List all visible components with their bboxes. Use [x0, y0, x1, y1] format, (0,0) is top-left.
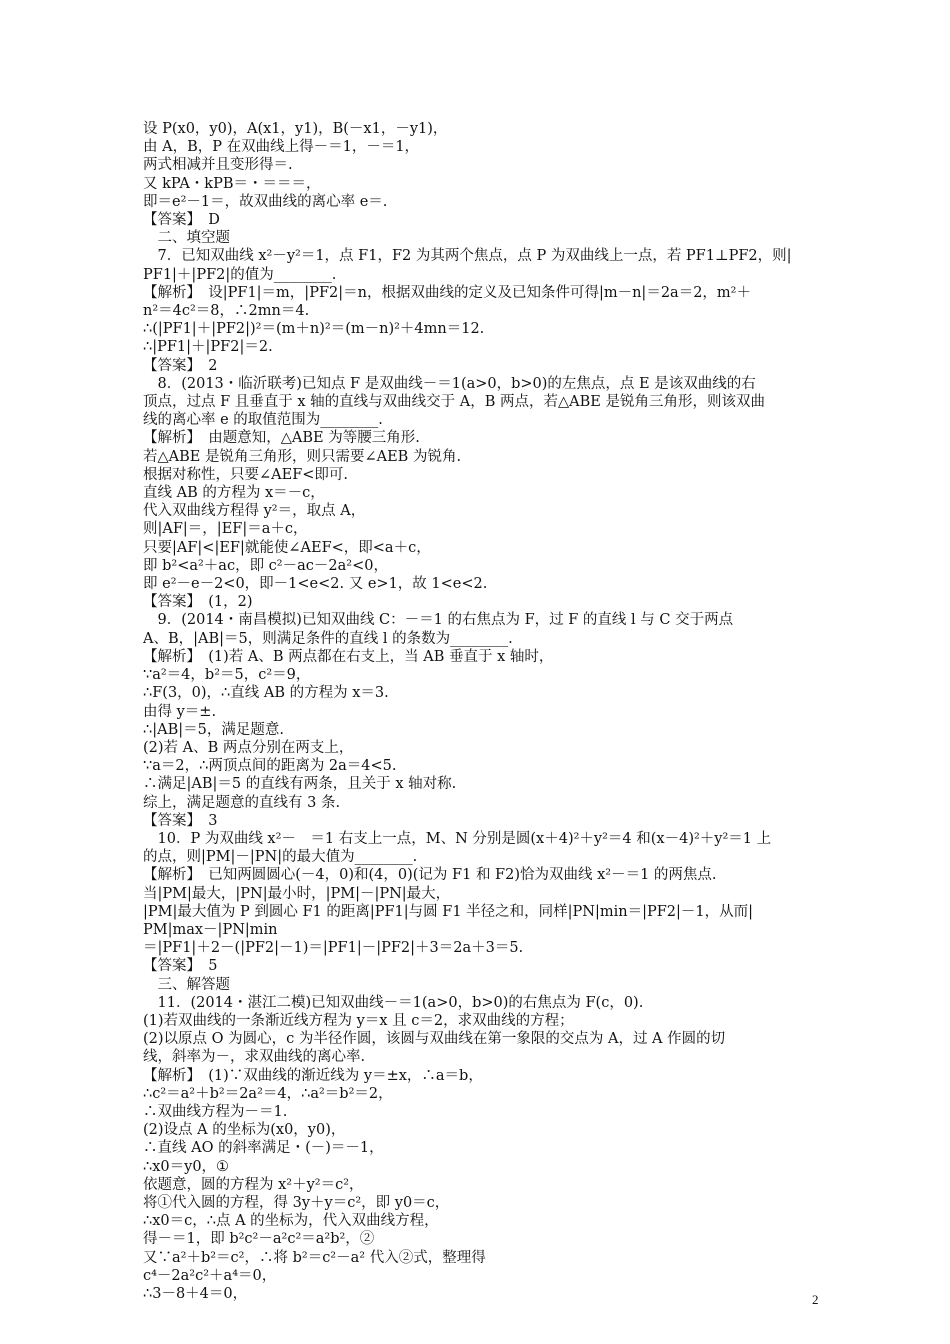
text-line: 只要|AF|<|EF|就能使∠AEF<，即<a＋c， [143, 539, 431, 556]
text-line: A、B，|AB|＝5，则满足条件的直线 l 的条数为________. [143, 630, 513, 647]
text-line: 由得 y＝±. [143, 703, 217, 720]
text-line: 直线 AB 的方程为 x＝－c， [143, 485, 325, 502]
text-line: 三、解答题 [143, 976, 230, 993]
text-line: 当|PM|最大，|PN|最小时，|PM|－|PN|最大， [143, 885, 451, 902]
text-line: 7．已知双曲线 x²－y²＝1，点 F1，F2 为其两个焦点，点 P 为双曲线上一点，若 PF1⊥PF2，则| [143, 248, 792, 265]
text-line: 根据对称性，只要∠AEF<即可. [143, 466, 349, 483]
page-number: 2 [812, 1292, 819, 1307]
text-line: ∵a²＝4，b²＝5，c²＝9， [143, 667, 311, 684]
text-line: ∴(|PF1|＋|PF2|)²＝(m＋n)²＝(m－n)²＋4mn＝12. [143, 321, 485, 338]
text-line: ∴|PF1|＋|PF2|＝2. [143, 339, 273, 356]
text-line: 依题意，圆的方程为 x²＋y²＝c²， [143, 1176, 364, 1193]
text-line: 又 kPA・kPB＝・＝＝＝， [143, 175, 321, 192]
text-line: 由 A，B，P 在双曲线上得－＝1，－＝1， [143, 139, 420, 156]
text-line: ＝|PF1|＋2－(|PF2|－1)＝|PF1|－|PF2|＋3＝2a＋3＝5. [143, 940, 524, 957]
text-line: ∴双曲线方程为－＝1. [143, 1103, 288, 1120]
text-line: 的点，则|PM|－|PN|的最大值为________. [143, 849, 418, 866]
text-line: 9．(2014・南昌模拟)已知双曲线 C：－＝1 的右焦点为 F，过 F 的直线 l 与 C 交于两点 [143, 612, 734, 629]
text-line: (2)设点 A 的坐标为(x0，y0)， [143, 1122, 346, 1139]
text-line: 设 P(x0，y0)，A(x1，y1)，B(－x1，－y1)， [143, 121, 448, 137]
text-line: 【解析】 (1)若 A、B 两点都在右支上，当 AB 垂直于 x 轴时， [143, 648, 554, 665]
text-line: 二、填空题 [143, 230, 230, 247]
text-line: |PM|最大值为 P 到圆心 F1 的距离|PF1|与圆 F1 半径之和，同样|PN|min＝|PF2|－1，从而| [143, 903, 754, 920]
text-line: ∵a＝2，∴两顶点间的距离为 2a＝4<5. [143, 758, 397, 775]
text-line: 【答案】 3 [143, 812, 218, 829]
document-body [143, 120, 823, 1303]
text-line: 【解析】 (1)∵双曲线的渐近线为 y＝±x，∴a＝b， [143, 1067, 483, 1084]
text-line: ∴x0＝y0，① [143, 1158, 230, 1175]
text-line: 线，斜率为－，求双曲线的离心率. [143, 1049, 366, 1066]
text-line: ∴|AB|＝5，满足题意. [143, 721, 284, 738]
text-line: 【解析】 由题意知，△ABE 为等腰三角形. [143, 430, 420, 447]
text-line: 【答案】 5 [143, 958, 218, 975]
text-line: 【答案】 D [143, 212, 220, 229]
text-line: c⁴－2a²c²＋a⁴＝0， [143, 1267, 277, 1284]
text-line: 两式相减并且变形得＝. [143, 157, 293, 174]
text-line: 顶点，过点 F 且垂直于 x 轴的直线与双曲线交于 A，B 两点，若△ABE 是锐角三角形，则该双曲 [143, 394, 765, 411]
text-line: 线的离心率 e 的取值范围为________. [143, 412, 383, 429]
text-line: 将①代入圆的方程，得 3y＋y＝c²，即 y0＝c， [143, 1194, 450, 1211]
text-line: 11．(2014・湛江二模)已知双曲线－＝1(a>0，b>0)的右焦点为 F(c，0). [143, 994, 644, 1011]
text-line: 即＝e²－1＝，故双曲线的离心率 e＝. [143, 193, 388, 210]
text-line: ∴3－8＋4＝0， [143, 1286, 248, 1302]
text-line: ∴满足|AB|＝5 的直线有两条，且关于 x 轴对称. [143, 776, 457, 793]
text-line: PF1|＋|PF2|的值为________. [143, 266, 337, 283]
text-line: 即 b²<a²＋ac，即 c²－ac－2a²<0， [143, 557, 388, 574]
text-line: 即 e²－e－2<0，即－1<e<2. 又 e>1，故 1<e<2. [143, 576, 488, 593]
text-line: 综上，满足题意的直线有 3 条. [143, 794, 341, 811]
text-line: ∴直线 AO 的斜率满足・(－)＝－1， [143, 1140, 384, 1157]
text-line: 10．P 为双曲线 x²－ ＝1 右支上一点，M、N 分别是圆(x＋4)²＋y²＝4 和(x－4)²＋y²＝1 上 [143, 830, 772, 847]
text-line: 则|AF|＝，|EF|＝a＋c， [143, 521, 308, 538]
text-line: (1)若双曲线的一条渐近线方程为 y＝x 且 c＝2，求双曲线的方程； [143, 1012, 574, 1029]
text-line: (2)若 A、B 两点分别在两支上， [143, 739, 354, 756]
text-line: 【答案】 (1，2) [143, 594, 253, 611]
text-line: 【答案】 2 [143, 357, 218, 374]
text-line: 又∵a²＋b²＝c²，∴将 b²＝c²－a² 代入②式，整理得 [143, 1249, 486, 1266]
text-line: ∴c²＝a²＋b²＝2a²＝4，∴a²＝b²＝2， [143, 1085, 393, 1102]
text-line: (2)以原点 O 为圆心，c 为半径作圆，该圆与双曲线在第一象限的交点为 A，过 A 作圆的切 [143, 1031, 726, 1048]
text-line: ∴F(3，0)，∴直线 AB 的方程为 x＝3. [143, 685, 389, 702]
text-line: n²＝4c²＝8，∴2mn＝4. [143, 303, 310, 320]
text-line: 若△ABE 是锐角三角形，则只需要∠AEB 为锐角. [143, 448, 462, 465]
text-line: 【解析】 设|PF1|＝m，|PF2|＝n，根据双曲线的定义及已知条件可得|m－n|＝2a＝2，m²＋ [143, 284, 751, 301]
text-line: 代入双曲线方程得 y²＝，取点 A， [143, 503, 366, 520]
text-line: 【解析】 已知两圆圆心(－4，0)和(4，0)(记为 F1 和 F2)恰为双曲线 x²－＝1 的两焦点. [143, 867, 717, 884]
text-line: ∴x0＝c，∴点 A 的坐标为，代入双曲线方程， [143, 1213, 439, 1230]
text-line: 8．(2013・临沂联考)已知点 F 是双曲线－＝1(a>0，b>0)的左焦点，点 E 是该双曲线的右 [143, 375, 756, 392]
text-line: PM|max－|PN|min [143, 921, 278, 938]
text-line: 得－＝1，即 b²c²－a²c²＝a²b²，② [143, 1231, 375, 1248]
